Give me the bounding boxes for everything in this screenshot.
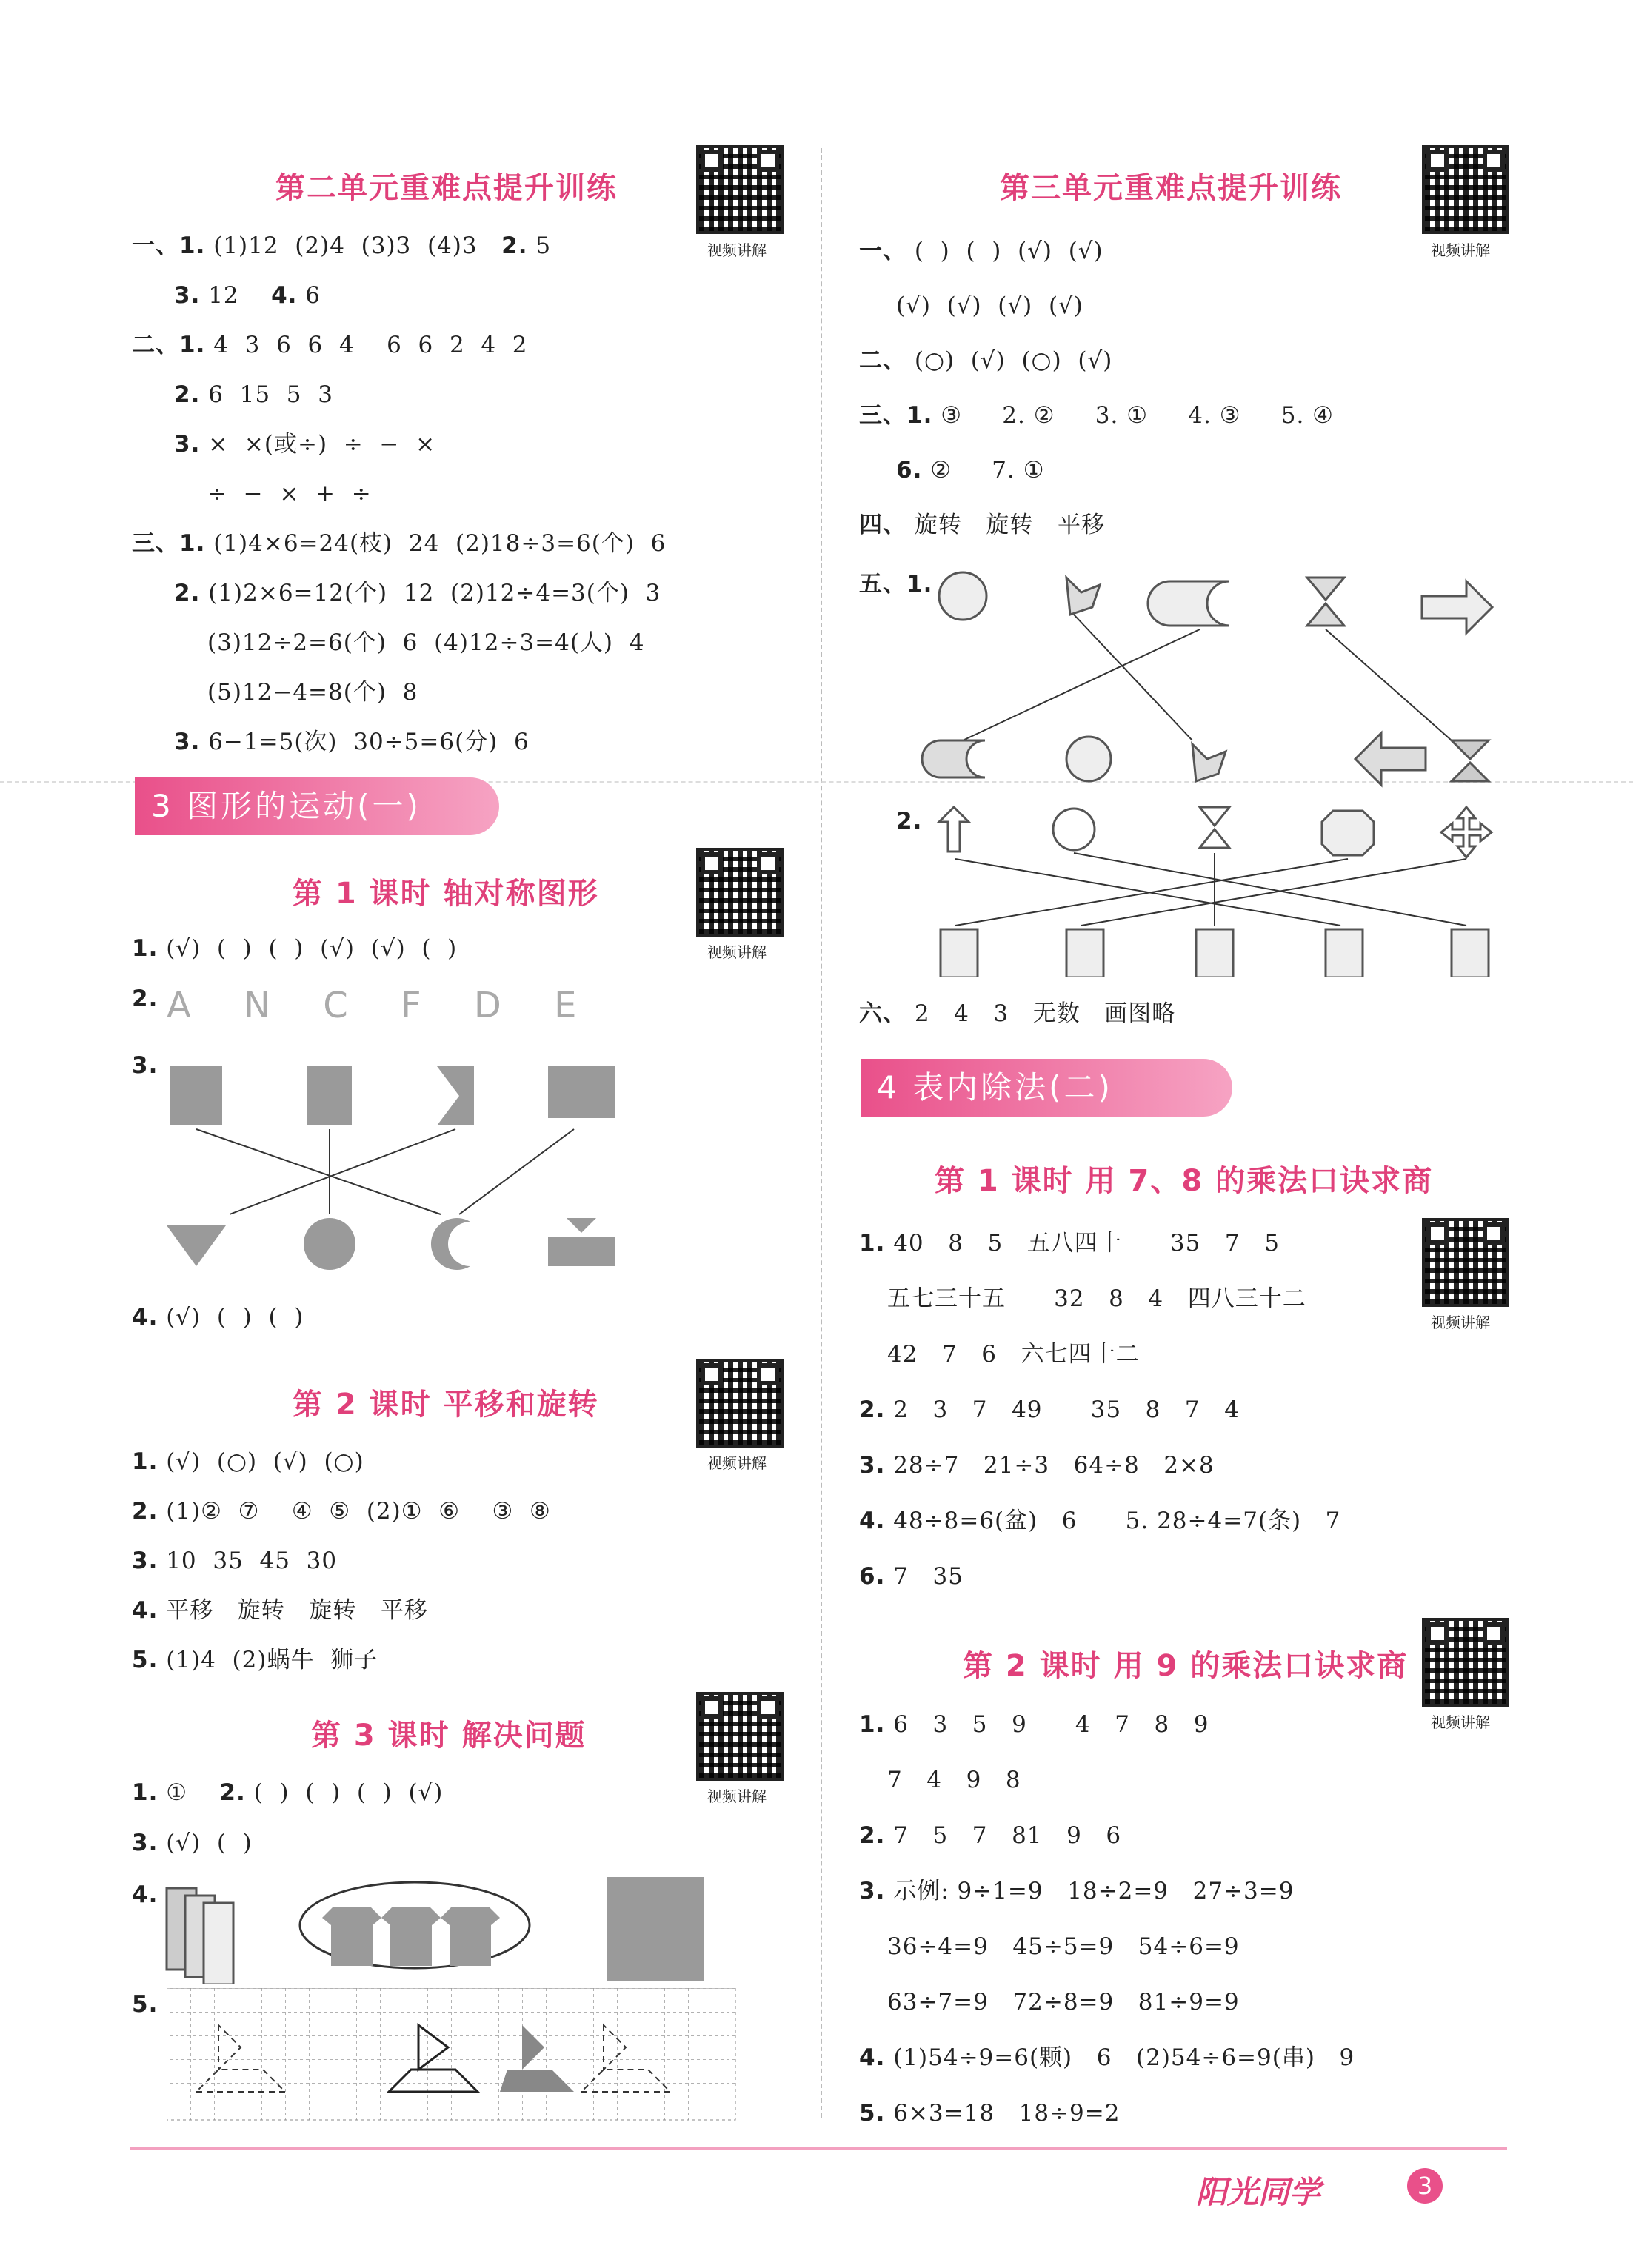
bird-icon: [1066, 578, 1100, 615]
answer-text: (3)12÷2=6(个) 6 (4)12÷3=4(人) 4: [207, 629, 645, 656]
answer-text: 12: [200, 282, 272, 309]
answer-text: (1)② ⑦ ④ ⑤ (2)① ⑥ ③ ⑧: [158, 1498, 551, 1525]
qr-label: 视频讲解: [1431, 1314, 1490, 1331]
answer-line: [859, 1396, 1240, 1424]
answer-line: [859, 401, 1334, 429]
grid-figure-q5: [167, 1988, 737, 2121]
unit3-title: 第三单元重难点提升训练: [1000, 171, 1342, 205]
qr-label: 视频讲解: [707, 943, 767, 961]
answer-line: [174, 728, 530, 756]
hourglass-icon: [1307, 578, 1344, 626]
arrow-left-icon: [1355, 733, 1426, 785]
answer-line: [859, 347, 1112, 375]
question-number: 2.: [132, 1498, 158, 1525]
answer-line: [887, 1933, 1240, 1961]
l3-q1q2: 1. ① 2. ( ) ( ) ( ) (√): [132, 1779, 444, 1806]
answer-line: [132, 529, 666, 558]
question-number: 2.: [174, 580, 201, 606]
answer-text: 7 4 9 8: [887, 1767, 1021, 1793]
answer-line: [887, 1340, 1140, 1368]
r-lesson2-title: 第 2 课时 用 9 的乘法口诀求商: [963, 1649, 1409, 1683]
answer-line: [132, 1547, 337, 1575]
l3-q5-label: 5.: [132, 1991, 158, 2018]
match-lines: [963, 615, 1452, 740]
qr-label: 视频讲解: [707, 241, 767, 259]
question-number: 一、1.: [132, 233, 206, 259]
answer-text: 7 5 7 81 9 6: [885, 1822, 1122, 1849]
answer-text: 42 7 6 六七四十二: [887, 1341, 1140, 1368]
answer-text: 5: [527, 233, 552, 259]
question-number: 5.: [132, 1647, 158, 1673]
question-number: 6.: [896, 457, 923, 484]
qr-code-icon[interactable]: [696, 1692, 784, 1781]
answer-line: [132, 1497, 551, 1525]
answer-line: [887, 1766, 1021, 1794]
half-shapes-top: [170, 1066, 615, 1125]
matching-figure-q5-1: [918, 563, 1511, 792]
cross-arrows-icon: [1441, 807, 1492, 857]
question-number: 4.: [271, 282, 298, 309]
shape-half-3: [437, 1066, 474, 1125]
qr-code-icon[interactable]: [696, 145, 784, 234]
r-q5-2-label: 2.: [896, 808, 923, 834]
qr-code-icon[interactable]: [1422, 145, 1509, 234]
answer-text: (1)4 (2)蜗牛 狮子: [158, 1647, 378, 1673]
circle-shape: [304, 1218, 355, 1270]
page-number: 3: [1407, 2168, 1443, 2204]
answer-line: [859, 2099, 1120, 2127]
l1-q3-label: 3.: [132, 1052, 158, 1079]
figures-q4: [156, 1873, 718, 1984]
arrow-right-icon: [1422, 581, 1492, 633]
chapter3-band: 3 图形的运动(一): [135, 777, 499, 835]
arrow-up-icon: [939, 807, 969, 852]
match-lines: [196, 1129, 574, 1214]
answer-line: [132, 1596, 428, 1625]
qr-code-icon[interactable]: [696, 848, 784, 937]
r-q6: 六、 2 4 3 无数 画图略: [859, 1000, 1176, 1027]
bird-icon: [1192, 744, 1226, 781]
answer-line: [859, 1229, 1280, 1257]
answer-line: [132, 1646, 378, 1674]
answer-text: 平移 旋转 旋转 平移: [158, 1597, 428, 1624]
answer-text: (1)54÷9=6(颗) 6 (2)54÷6=9(串) 9: [885, 2044, 1355, 2071]
moon-shape: [431, 1218, 470, 1270]
question-number: 2.: [859, 1396, 886, 1423]
answer-text: (○) (√) (○) (√): [906, 347, 1113, 374]
answer-line: [859, 1710, 1209, 1739]
qr-code-icon[interactable]: [1422, 1618, 1509, 1707]
answer-text: 示例: 9÷1=9 18÷2=9 27÷3=9: [885, 1878, 1295, 1904]
question-number: 四、: [859, 512, 906, 538]
lesson1-title: 第 1 课时 轴对称图形: [293, 877, 599, 911]
bottom-row-icons: [922, 733, 1489, 785]
question-number: 3.: [859, 1878, 886, 1904]
question-number: 2.: [174, 381, 201, 408]
answer-text: ③ 2. ② 3. ① 4. ③ 5. ④: [932, 402, 1334, 429]
qr-code-icon[interactable]: [1422, 1218, 1509, 1307]
boat-shape: [548, 1218, 615, 1266]
answer-line: [859, 1451, 1215, 1479]
question-number: 3.: [174, 729, 201, 755]
answer-text: (1)4×6=24(枝) 24 (2)18÷3=6(个) 6: [205, 530, 667, 557]
octagon-icon: [1322, 811, 1374, 855]
answer-line: [859, 237, 1103, 265]
answer-line: [896, 456, 1045, 484]
answer-text: 4 3 6 6 4 6 6 2 4 2: [205, 332, 528, 358]
answer-line: [132, 232, 551, 260]
answer-text: ② 7. ①: [922, 457, 1045, 484]
answer-text: 48÷8=6(盆) 6 5. 28÷4=7(条) 7: [885, 1508, 1341, 1534]
answer-text: 10 35 45 30: [158, 1548, 338, 1574]
question-number: 4.: [859, 1508, 886, 1534]
chapter4-band: 4 表内除法(二): [861, 1059, 1232, 1117]
answer-text: 63÷7=9 72÷8=9 81÷9=9: [887, 1989, 1240, 2016]
answer-text: 7 35: [885, 1563, 964, 1590]
answer-line: [859, 1507, 1340, 1535]
answer-text: 40 8 5 五八四十 35 7 5: [885, 1230, 1280, 1257]
answer-text: (5)12−4=8(个) 8: [207, 679, 418, 706]
smiley-icon: [1053, 809, 1095, 850]
r-q5-1-label: 五、1.: [859, 571, 933, 598]
shape-half-1: [170, 1066, 222, 1125]
answer-line: [174, 579, 661, 607]
qr-label: 视频讲解: [707, 1454, 767, 1472]
cylinder-rotated-icon: [922, 740, 985, 777]
answer-text: 旋转 旋转 平移: [906, 512, 1105, 538]
lesson3-title: 第 3 课时 解决问题: [311, 1719, 587, 1753]
question-number: 4.: [859, 2044, 886, 2071]
shirt-row: [322, 1907, 500, 1966]
question-number: 3.: [132, 1548, 158, 1574]
answer-text: 36÷4=9 45÷5=9 54÷6=9: [887, 1933, 1240, 1960]
qr-label: 视频讲解: [1431, 241, 1490, 259]
answer-line: [859, 1877, 1294, 1905]
question-number: 2.: [501, 233, 528, 259]
answer-text: (1)12 (2)4 (3)3 (4)3: [205, 233, 502, 259]
question-number: 6.: [859, 1563, 886, 1590]
question-number: 二、1.: [132, 332, 206, 358]
answer-line: [859, 1822, 1121, 1850]
answer-text: 6: [297, 282, 321, 309]
answer-text: 6 15 5 3: [200, 381, 333, 408]
answer-line: [174, 381, 333, 409]
hourglass-icon: [1200, 807, 1229, 848]
unit2-title: 第二单元重难点提升训练: [275, 171, 618, 205]
hourglass-icon: [1452, 740, 1489, 781]
answer-text: (1)2×6=12(个) 12 (2)12÷4=3(个) 3: [200, 580, 661, 606]
answer-line: [174, 281, 321, 310]
cylinder-icon: [1148, 581, 1229, 626]
answer-line: [174, 430, 435, 458]
folded-paper: [167, 1888, 233, 1984]
question-number: 3.: [174, 282, 201, 309]
question-number: 4.: [132, 1597, 158, 1624]
footer-rule: [130, 2147, 1507, 2150]
matching-figure-q5-2: [918, 800, 1511, 977]
answer-text: × ×(或÷) ÷ − ×: [200, 431, 436, 458]
lesson2-title: 第 2 课时 平移和旋转: [293, 1388, 599, 1422]
question-number: 1.: [859, 1230, 886, 1257]
answer-line: [859, 1562, 964, 1590]
question-number: 三、1.: [132, 530, 206, 557]
qr-code-icon[interactable]: [696, 1359, 784, 1448]
top-row-icons: [939, 807, 1492, 857]
shape-half-4: [548, 1066, 615, 1118]
smiley-icon: [1066, 737, 1111, 781]
r-lesson1-title: 第 1 课时 用 7、8 的乘法口诀求商: [935, 1164, 1434, 1198]
match-lines: [955, 853, 1466, 926]
question-number: 三、1.: [859, 402, 933, 429]
answer-text: (√) (√) (√) (√): [896, 292, 1083, 319]
answer-text: ( ) ( ) (√) (√): [906, 238, 1103, 264]
l1-q2-label: 2.: [132, 986, 158, 1012]
answer-line: [132, 331, 528, 359]
answer-text: ÷ − × + ÷: [207, 481, 372, 507]
folded-cards-row: [941, 929, 1489, 977]
answer-text: 2 3 7 49 35 8 7 4: [885, 1396, 1240, 1423]
qr-label: 视频讲解: [1431, 1713, 1490, 1731]
matching-figure-q3: [156, 1055, 659, 1277]
question-number: 3.: [859, 1452, 886, 1479]
full-shapes-bottom: [167, 1218, 615, 1270]
answer-text: 6 3 5 9 4 7 8 9: [885, 1711, 1209, 1738]
column-divider: [821, 148, 822, 2118]
answer-text: 五七三十五 32 8 4 四八三十二: [887, 1285, 1306, 1312]
answer-text: (√) (○) (√) (○): [158, 1448, 364, 1475]
answer-text: 28÷7 21÷3 64÷8 2×8: [885, 1452, 1215, 1479]
question-number: 1.: [132, 1448, 158, 1475]
answer-text: 6−1=5(次) 30÷5=6(分) 6: [200, 729, 530, 755]
question-number: 1.: [859, 1711, 886, 1738]
shape-half-2: [307, 1066, 352, 1125]
brand-logo: 阳光同学: [1196, 2174, 1321, 2210]
l1-q4: 4. (√) ( ) ( ): [132, 1304, 304, 1331]
letters-row: A N C F D E: [167, 985, 598, 1026]
cut-pattern: [607, 1877, 704, 1981]
qr-label: 视频讲解: [707, 1787, 767, 1805]
answer-line: [207, 480, 372, 508]
question-number: 3.: [174, 431, 201, 458]
l1-q1: 1. (√) ( ) ( ) (√) (√) ( ): [132, 935, 458, 962]
answer-line: [887, 1988, 1240, 2016]
answer-line: [859, 2044, 1355, 2072]
question-number: 二、: [859, 347, 906, 374]
answer-line: [207, 629, 644, 657]
l3-q4-label: 4.: [132, 1881, 158, 1908]
answer-text: 6×3=18 18÷9=2: [885, 2100, 1121, 2127]
answer-line: [132, 1448, 364, 1476]
answer-line: [887, 1285, 1306, 1313]
answer-line: [896, 292, 1083, 320]
question-number: 5.: [859, 2100, 886, 2127]
question-number: 2.: [859, 1822, 886, 1849]
answer-line: [207, 678, 418, 706]
smiley-icon: [939, 572, 986, 620]
l3-q3: 3. (√) ( ): [132, 1830, 253, 1856]
question-number: 一、: [859, 238, 906, 264]
heart-shape: [167, 1225, 226, 1266]
answer-line: [859, 511, 1105, 539]
top-row-icons: [939, 572, 1492, 633]
